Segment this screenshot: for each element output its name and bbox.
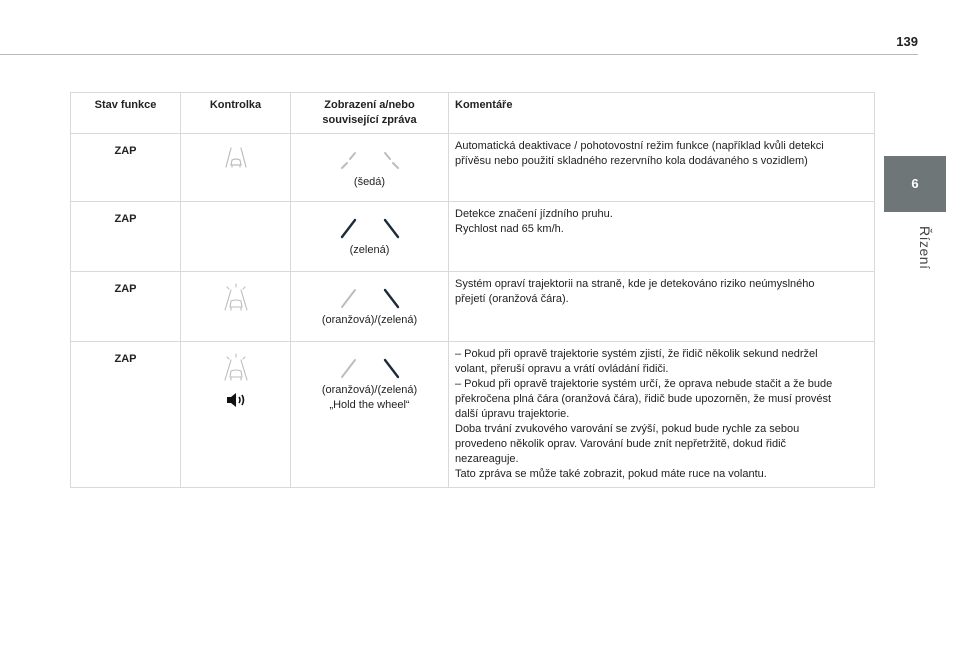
lane-lines-mixed-icon [338,285,402,309]
comment-line: – Pokud při opravě trajektorie systém zjistí, že řidič několik sekund nedržel [455,348,818,360]
lane-lines-solid-icon [338,215,402,239]
comment-line: Automatická deaktivace / pohotovostní režim funkce (například kvůli detekci [455,140,824,152]
comment-line: Tato zpráva se může také zobrazit, pokud máte ruce na volantu. [455,468,767,480]
table-header-row [71,93,875,134]
chapter-tab[interactable]: 6 [884,156,946,212]
table-row [71,272,875,342]
comment-line: Systém opraví trajektorii na straně, kde je detekováno riziko neúmyslného [455,278,815,290]
display-caption: (oranžová)/(zelená) [321,384,418,396]
table-row [71,202,875,272]
display-message: „Hold the wheel“ [329,399,410,411]
comment-line: volant, přeruší opravu a vrátí ovládání řidiči. [455,363,669,375]
display-cell [291,272,449,342]
comment-cell [449,342,875,488]
header-comments: Komentáře [449,93,875,134]
comment-cell [449,202,875,272]
comment-line: Detekce značení jízdního pruhu. [455,208,613,220]
page-number: 139 [896,34,918,49]
lane-assist-grey-icon [221,145,251,171]
lane-lines-mixed-icon [338,355,402,379]
lane-lines-dashed-icon [338,147,402,171]
comment-line: překročena plná čára (oranžová čára), řidič bude upozorněn, že musí provést [455,393,832,405]
display-caption: (šedá) [353,176,386,188]
header-display-line1: Zobrazení a/nebo [324,99,415,111]
header-display [291,93,449,134]
state-cell: ZAP [71,202,181,272]
indicator-cell [181,134,291,202]
display-caption: (oranžová)/(zelená) [321,314,418,326]
lane-assist-status-table [70,92,875,488]
indicator-cell [181,342,291,488]
header-state: Stav funkce [71,93,181,134]
speaker-sound-icon [225,391,247,409]
display-cell [291,342,449,488]
comment-line: přejetí (oranžová čára). [455,293,569,305]
comment-line: přívěsu nebo použití skladného rezervního kola dodávaného s vozidlem) [455,155,808,167]
header-display-line2: související zpráva [322,114,417,126]
chapter-title: Řízení [917,226,933,270]
state-cell: ZAP [71,342,181,488]
display-cell [291,202,449,272]
indicator-cell [181,272,291,342]
state-cell: ZAP [71,134,181,202]
comment-line: – Pokud při opravě trajektorie systém určí, že oprava nebude stačit a že bude [455,378,833,390]
table-row [71,342,875,488]
table-row [71,134,875,202]
state-cell: ZAP [71,272,181,342]
lane-assist-warning-icon [219,283,253,313]
comment-cell [449,272,875,342]
comment-line: další úpravu trajektorie. [455,408,570,420]
display-cell [291,134,449,202]
comment-cell [449,134,875,202]
indicator-cell [181,202,291,272]
header-divider [0,54,918,55]
comment-line: Doba trvání zvukového varování se zvýší, pokud bude rychle za sebou [455,423,800,435]
header-indicator: Kontrolka [181,93,291,134]
comment-line: Rychlost nad 65 km/h. [455,223,564,235]
lane-assist-warning-icon [219,353,253,383]
display-caption: (zelená) [349,244,390,256]
comment-line: nezareaguje. [455,453,519,465]
comment-line: provedeno několik oprav. Varování bude znít nepřetržitě, dokud řidič [455,438,787,450]
